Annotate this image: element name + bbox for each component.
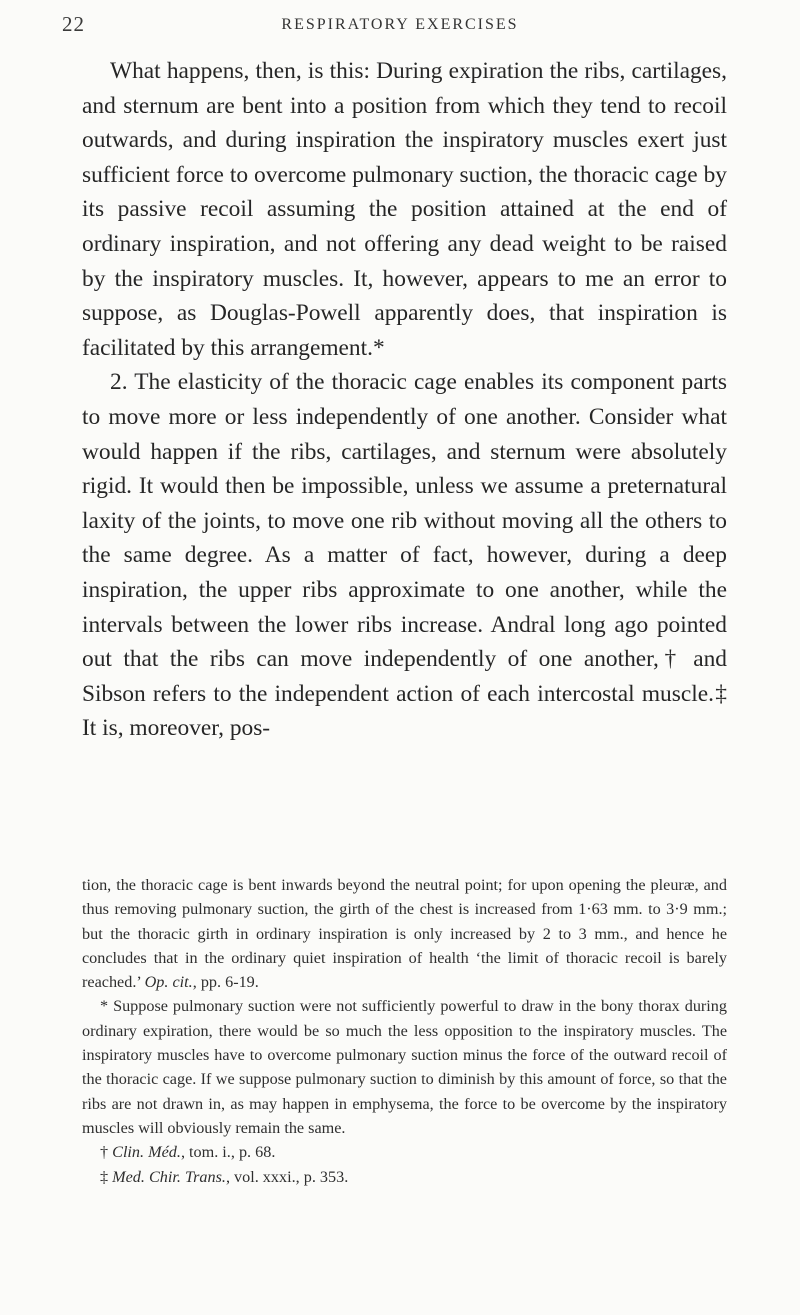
page-number: 22 bbox=[62, 12, 85, 36]
running-head bbox=[62, 12, 738, 40]
footnote-star: * Suppose pulmonary suction were not sufficiently powerful to draw in the bony thorax during ordinary expiration, there would be so much the less opposition to the inspiratory muscles. The inspiratory muscles have to overcome pulmonary suction minus the force of the outward recoil of the thoracic cage. If we suppose pulmonary suction to diminish by this amount of force, so that the ribs are not drawn in, as may happen in emphysema, the force to be overcome by the inspiratory muscles will obviously remain the same. bbox=[82, 997, 727, 1137]
footnote-double-dagger-source: Med. Chir. Trans. bbox=[112, 1167, 226, 1186]
paragraph-expiration: What happens, then, is this: During expiration the ribs, cartilages, and sternum are bent into a position from which they tend to recoil outwards, and during inspiration the inspiratory muscles exert just sufficient force to overcome pulmonary suction, the thoracic cage by its passive recoil assuming the position attained at the end of ordinary inspiration, and not offering any dead weight to be raised by the inspiratory muscles. It, however, appears to me an error to suppose, as Douglas-Powell apparently does, that inspiration is facilitated by this arrangement.* bbox=[82, 58, 727, 361]
footnote-double-dagger-detail: , vol. xxxi., p. 353. bbox=[225, 1167, 349, 1186]
footnote-double-dagger bbox=[82, 1165, 727, 1189]
footnote-dagger-detail: , tom. i., p. 68. bbox=[180, 1143, 276, 1162]
footnote-double-dagger-mark: ‡ bbox=[100, 1167, 113, 1186]
footnote-dagger bbox=[82, 1140, 727, 1164]
running-title: RESPIRATORY EXERCISES bbox=[281, 16, 519, 33]
footnote-continued-text: tion, the thoracic cage is bent inwards beyond the neutral point; for upon opening the pleuræ, and thus removing pulmonary suction, the girth of the chest is increased from 1·63 mm. to 3·9 mm.; but the thoracic girth in ordinary inspiration is only increased by 2 to 3 mm., and hence he concludes that in the ordinary quiet inspiration of health ‘the limit of thoracic recoil is barely reached.’ bbox=[82, 876, 727, 992]
footnotes bbox=[82, 873, 727, 1189]
footnote-dagger-mark: † bbox=[100, 1143, 113, 1162]
footnote-dagger-source: Clin. Méd. bbox=[112, 1143, 181, 1162]
footnote-continued-source: Op. cit. bbox=[144, 973, 193, 992]
footnote-continued-pages: , pp. 6-19. bbox=[192, 973, 259, 992]
footnote-continued bbox=[82, 873, 727, 994]
main-text bbox=[82, 54, 727, 746]
paragraph-elasticity: 2. The elasticity of the thoracic cage enables its component parts to move more or less independently of one another. Consider what would happen if the ribs, cartilages, and sternum were absolutely rigid. It would then be impossible, unless we assume a preternatural laxity of the joints, to move one rib without moving all the others to the same degree. As a matter of fact, however, during a deep inspiration, the upper ribs approximate to one another, while the intervals between the lower ribs increase. Andral long ago pointed out that the ribs can move independently of one another,† and Sibson refers to the independent action of each intercostal muscle.‡ It is, moreover, pos- bbox=[82, 369, 727, 742]
